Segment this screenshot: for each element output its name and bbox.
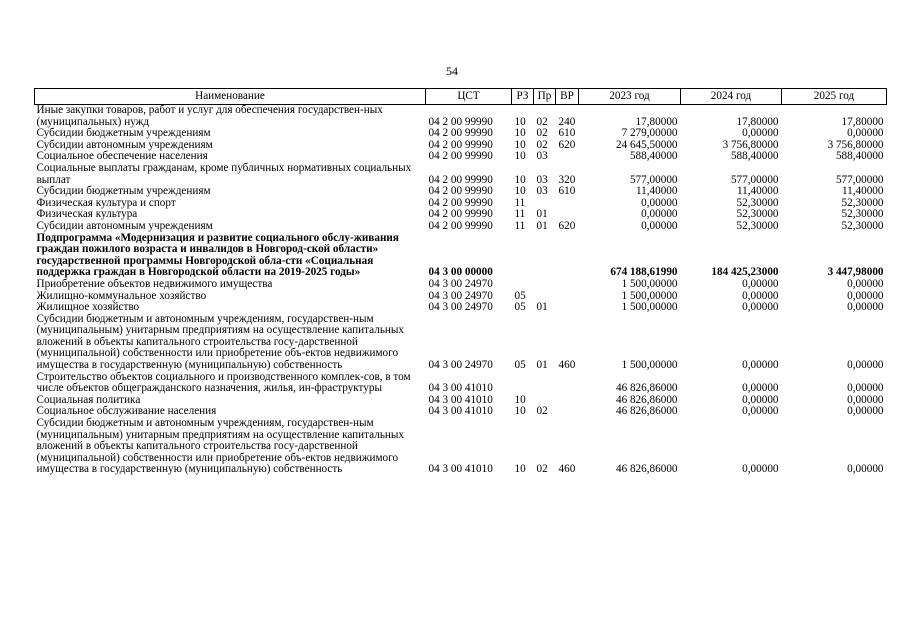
row-cst: 04 2 00 99990: [428, 219, 493, 232]
row-cst: 04 2 00 99990: [428, 150, 493, 163]
row-amount-2025: 0,00000: [847, 405, 884, 418]
table-row: [35, 221, 887, 233]
row-amount-2025: 11,40000: [841, 185, 884, 198]
row-pr: 03: [536, 185, 548, 198]
column-header-name: Наименование: [35, 89, 426, 105]
row-pr: 01: [536, 208, 548, 221]
column-header-rz: РЗ: [512, 89, 534, 105]
row-vr: [556, 302, 579, 314]
row-pr: 02: [536, 463, 548, 476]
table-row: [35, 279, 887, 291]
column-header-pr: Пр: [534, 89, 556, 105]
row-amount-2023: 46 826,86000: [615, 382, 678, 395]
row-amount-2023: 1 500,00000: [621, 289, 678, 302]
row-cst: 04 3 00 24970: [428, 359, 493, 372]
row-vr: [556, 291, 579, 303]
row-name: Жилищное хозяйство: [36, 301, 140, 314]
row-vr: [556, 279, 579, 291]
row-amount-2024: 11,40000: [736, 185, 779, 198]
row-rz: 10: [514, 405, 526, 418]
column-header-2023: 2023 год: [579, 89, 681, 105]
row-amount-2023: 11,40000: [635, 185, 678, 198]
column-header-2024: 2024 год: [681, 89, 782, 105]
row-name: Строительство объектов социального и производственного комплек-сов, в том числе объектов общегражданского назначения, жилья, ин-фраструктуры: [36, 370, 411, 395]
row-amount-2024: 0,00000: [742, 393, 779, 406]
row-cst: 04 2 00 99990: [428, 173, 493, 186]
table-row: [35, 163, 887, 186]
row-cst: 04 2 00 99990: [428, 208, 493, 221]
row-vr: 460: [558, 463, 576, 476]
row-pr: 02: [536, 138, 548, 151]
row-name: Социальное обслуживание населения: [36, 405, 217, 418]
row-vr: [556, 372, 579, 395]
row-amount-2025: 3 756,80000: [827, 138, 884, 151]
row-amount-2024: 0,00000: [742, 277, 779, 290]
row-vr: 610: [558, 185, 576, 198]
row-amount-2023: 24 645,50000: [615, 138, 678, 151]
row-amount-2024: 0,00000: [742, 463, 779, 476]
row-vr: 460: [558, 359, 576, 372]
row-name: Субсидии бюджетным и автономным учреждениям, государствен-ным (муниципальным) унитарным предприятиям на осуществление капитальных вложений в объекты капитального строительства госу-дарственной (муниципальной) собственности или приобретение объ-ектов недвижимого имущества в государственную (муниципальную) собственность: [36, 417, 405, 476]
row-name: Физическая культура и спорт: [36, 196, 176, 209]
page-number: 54: [446, 64, 458, 78]
row-amount-2025: 0,00000: [847, 359, 884, 372]
row-amount-2025: 52,30000: [841, 196, 884, 209]
row-amount-2023: 577,00000: [629, 173, 678, 186]
table-row: [35, 233, 887, 279]
row-pr: 03: [536, 173, 548, 186]
row-pr: 02: [536, 115, 548, 128]
row-cst: 04 3 00 24970: [428, 277, 493, 290]
row-vr: [556, 198, 579, 210]
row-amount-2024: 0,00000: [742, 405, 779, 418]
row-amount-2025: 17,80000: [841, 115, 884, 128]
row-name: Социальные выплаты гражданам, кроме публичных нормативных социальных выплат: [36, 161, 412, 186]
row-amount-2024: 52,30000: [736, 219, 779, 232]
table-header-row: [35, 89, 887, 105]
table-row: [35, 314, 887, 372]
row-pr: 01: [536, 301, 548, 314]
row-name: Приобретение объектов недвижимого имущества: [36, 277, 273, 290]
row-amount-2023: 588,40000: [629, 150, 678, 163]
table-row: [35, 418, 887, 476]
row-amount-2023: 674 188,61990: [610, 266, 678, 279]
row-amount-2024: 588,40000: [730, 150, 779, 163]
row-vr: [556, 151, 579, 163]
row-amount-2024: 184 425,23000: [711, 266, 779, 279]
row-amount-2025: 0,00000: [847, 301, 884, 314]
row-amount-2025: 0,00000: [847, 393, 884, 406]
row-cst: 04 3 00 41010: [428, 405, 493, 418]
row-amount-2025: 0,00000: [847, 463, 884, 476]
row-rz: 10: [514, 115, 526, 128]
row-amount-2024: 0,00000: [742, 382, 779, 395]
row-name: Социальное обеспечение населения: [36, 150, 208, 163]
row-cst: 04 3 00 41010: [428, 382, 493, 395]
row-pr: [534, 279, 556, 291]
table-row: [35, 105, 887, 129]
row-name: Жилищно-коммунальное хозяйство: [36, 289, 207, 302]
row-amount-2023: 1 500,00000: [621, 301, 678, 314]
row-amount-2023: 17,80000: [635, 115, 678, 128]
row-rz: 11: [514, 196, 526, 209]
row-name: Субсидии автономным учреждениям: [36, 138, 213, 151]
row-rz: 10: [514, 463, 526, 476]
row-amount-2023: 0,00000: [641, 208, 678, 221]
row-rz: 10: [514, 127, 526, 140]
row-cst: 04 3 00 41010: [428, 393, 493, 406]
row-amount-2024: 577,00000: [730, 173, 779, 186]
row-name: Субсидии бюджетным учреждениям: [36, 185, 211, 198]
row-vr: 620: [558, 219, 576, 232]
row-amount-2024: 0,00000: [742, 301, 779, 314]
row-pr: 02: [536, 405, 548, 418]
row-cst: 04 3 00 41010: [428, 463, 493, 476]
row-amount-2025: 0,00000: [847, 127, 884, 140]
column-header-cst: ЦСТ: [426, 89, 512, 105]
row-amount-2023: 7 279,00000: [621, 127, 678, 140]
row-rz: 05: [514, 289, 526, 302]
table-row: [35, 186, 887, 198]
row-vr: [556, 395, 579, 407]
row-pr: [534, 233, 556, 279]
table-row: [35, 302, 887, 314]
row-pr: 01: [536, 219, 548, 232]
row-amount-2025: 52,30000: [841, 219, 884, 232]
column-header-2025: 2025 год: [782, 89, 887, 105]
row-pr: 01: [536, 359, 548, 372]
row-vr: 240: [558, 115, 576, 128]
row-amount-2025: 588,40000: [835, 150, 884, 163]
row-cst: 04 2 00 99990: [428, 127, 493, 140]
row-amount-2025: 3 447,98000: [827, 266, 884, 279]
row-rz: 11: [514, 208, 526, 221]
row-vr: [556, 233, 579, 279]
row-pr: 03: [536, 150, 548, 163]
row-amount-2025: 0,00000: [847, 289, 884, 302]
row-name: Субсидии бюджетным учреждениям: [36, 127, 211, 140]
row-rz: 05: [514, 359, 526, 372]
row-amount-2024: 3 756,80000: [722, 138, 779, 151]
row-rz: [512, 233, 534, 279]
row-amount-2025: 52,30000: [841, 208, 884, 221]
table-row: [35, 372, 887, 395]
row-amount-2024: 0,00000: [742, 359, 779, 372]
row-amount-2024: 52,30000: [736, 208, 779, 221]
row-amount-2023: 0,00000: [641, 196, 678, 209]
row-amount-2023: 0,00000: [641, 219, 678, 232]
row-cst: 04 2 00 99990: [428, 196, 493, 209]
row-amount-2023: 46 826,86000: [615, 463, 678, 476]
row-rz: [512, 279, 534, 291]
row-rz: 10: [514, 393, 526, 406]
row-name: Социальная политика: [36, 393, 141, 406]
row-amount-2025: 577,00000: [835, 173, 884, 186]
row-name: Подпрограмма «Модернизация и развитие социального обслу-живания граждан пожилого возраста и инвалидов в Новгород-ской области» государственной программы Новгородской обла-сти «Социальная поддержка граждан в Новгородской области на 2019-2025 годы»: [36, 231, 399, 279]
row-amount-2023: 46 826,86000: [615, 393, 678, 406]
row-name: Физическая культура: [36, 208, 138, 221]
row-amount-2023: 1 500,00000: [621, 277, 678, 290]
row-amount-2024: 0,00000: [742, 289, 779, 302]
row-vr: 610: [558, 127, 576, 140]
row-cst: 04 2 00 99990: [428, 185, 493, 198]
column-header-vr: ВР: [556, 89, 579, 105]
row-cst: 04 3 00 00000: [428, 266, 493, 279]
row-amount-2023: 1 500,00000: [621, 359, 678, 372]
budget-table: [34, 88, 887, 476]
row-vr: 620: [558, 138, 576, 151]
row-amount-2024: 52,30000: [736, 196, 779, 209]
row-rz: 10: [514, 138, 526, 151]
row-rz: 11: [514, 219, 526, 232]
row-amount-2025: 0,00000: [847, 382, 884, 395]
row-name: Субсидии бюджетным и автономным учреждениям, государствен-ным (муниципальным) унитарным предприятиям на осуществление капитальных вложений в объекты капитального строительства госу-дарственной (муниципальной) собственности или приобретение объ-ектов недвижимого имущества в государственную (муниципальную) собственность: [36, 312, 405, 372]
row-vr: 320: [558, 173, 576, 186]
row-amount-2024: 17,80000: [736, 115, 779, 128]
row-cst: 04 2 00 99990: [428, 115, 493, 128]
row-cst: 04 3 00 24970: [428, 289, 493, 302]
row-rz: 10: [514, 173, 526, 186]
row-amount-2025: 0,00000: [847, 277, 884, 290]
row-name: Субсидии автономным учреждениям: [36, 219, 213, 232]
row-pr: [534, 372, 556, 395]
row-pr: 02: [536, 127, 548, 140]
row-amount-2023: 46 826,86000: [615, 405, 678, 418]
row-rz: 10: [514, 150, 526, 163]
row-name: Иные закупки товаров, работ и услуг для обеспечения государствен-ных (муниципальных) нужд: [36, 104, 383, 128]
row-vr: [556, 406, 579, 418]
row-rz: 10: [514, 185, 526, 198]
row-cst: 04 3 00 24970: [428, 301, 493, 314]
row-amount-2024: 0,00000: [742, 127, 779, 140]
row-cst: 04 2 00 99990: [428, 138, 493, 151]
row-rz: [512, 372, 534, 395]
row-rz: 05: [514, 301, 526, 314]
